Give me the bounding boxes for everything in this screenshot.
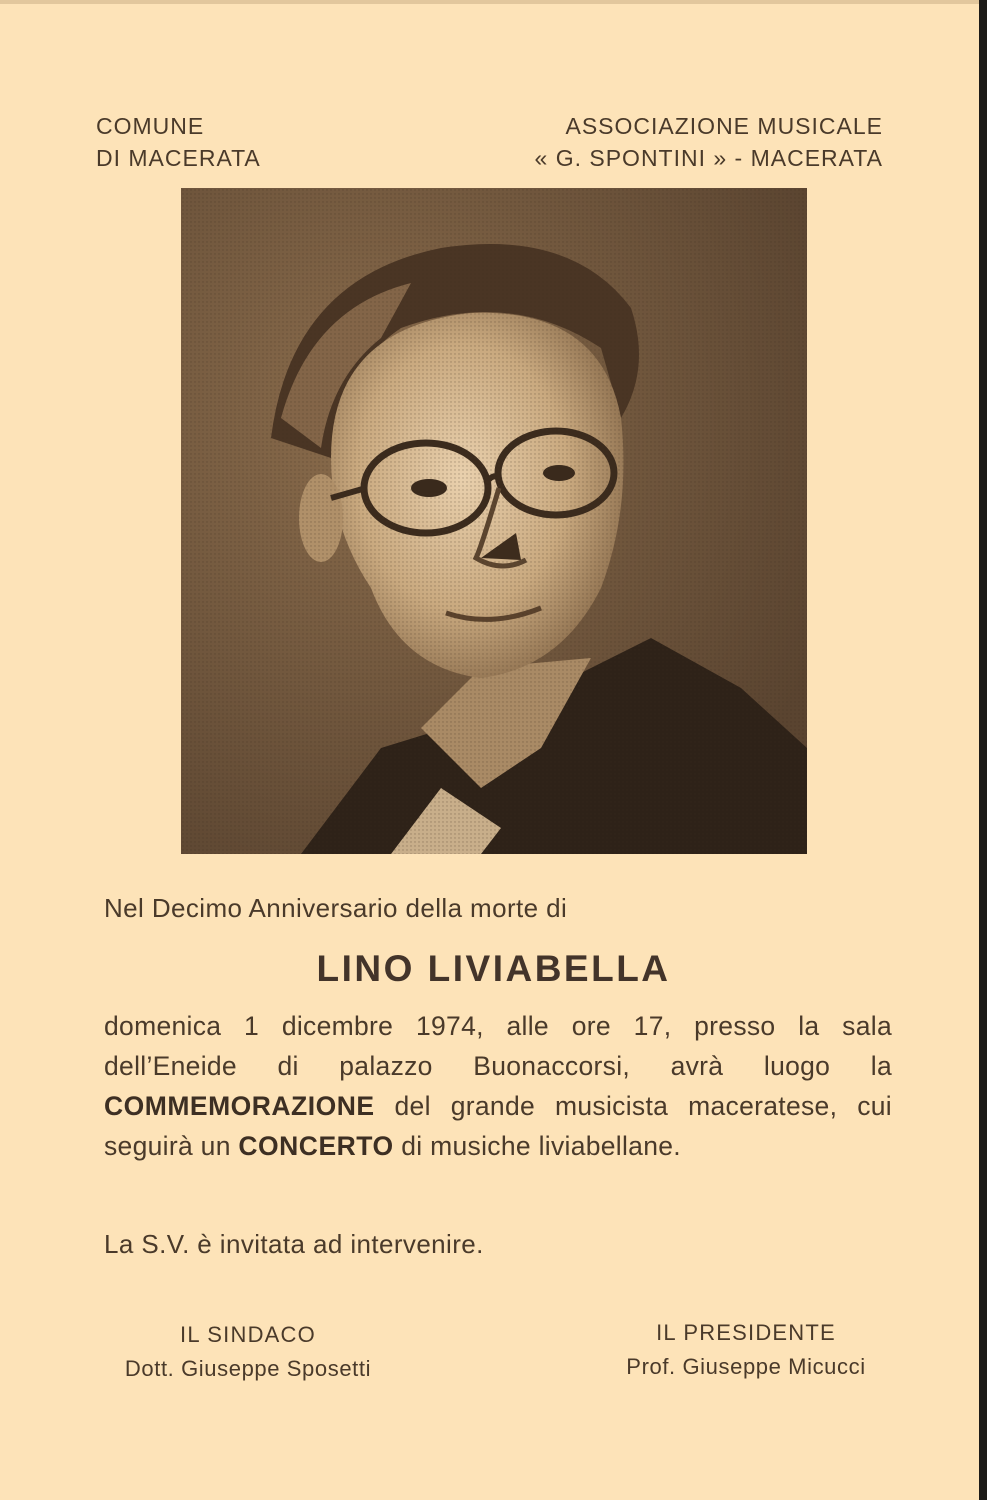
- president-title: IL PRESIDENTE: [656, 1320, 836, 1345]
- association-header: [535, 110, 883, 174]
- association-line-1: ASSOCIAZIONE MUSICALE: [565, 113, 883, 139]
- mayor-title: IL SINDACO: [180, 1322, 316, 1347]
- mayor-signature-block: [102, 1318, 394, 1386]
- event-text-part-3: di musiche liviabellane.: [393, 1131, 681, 1161]
- event-text-part-2: del grande musicista maceratese, cui seguirà un: [104, 1091, 892, 1161]
- concert-emphasis: CONCERTO: [238, 1131, 394, 1161]
- commemoration-emphasis: COMMEMORAZIONE: [104, 1091, 375, 1121]
- event-text-part-1: domenica 1 dicembre 1974, alle ore 17, presso la sala dell’Eneide di palazzo Buonaccorsi, avrà luogo la: [104, 1011, 892, 1081]
- president-signature-block: [598, 1316, 894, 1384]
- honoree-name: LINO LIVIABELLA: [316, 948, 671, 989]
- municipality-line-2: DI MACERATA: [96, 145, 261, 171]
- municipality-line-1: COMUNE: [96, 113, 205, 139]
- paper-top-edge: [0, 0, 987, 4]
- association-line-2: « G. SPONTINI » - MACERATA: [534, 145, 883, 171]
- anniversary-intro: Nel Decimo Anniversario della morte di: [104, 893, 568, 923]
- mayor-name: Dott. Giuseppe Sposetti: [124, 1356, 372, 1381]
- portrait-photo: [181, 188, 807, 854]
- president-name: Prof. Giuseppe Micucci: [626, 1354, 866, 1379]
- municipality-header: [96, 110, 261, 174]
- scan-right-edge: [979, 0, 987, 1500]
- event-description: [104, 1006, 892, 1166]
- invitation-line: La S.V. è invitata ad intervenire.: [104, 1229, 484, 1259]
